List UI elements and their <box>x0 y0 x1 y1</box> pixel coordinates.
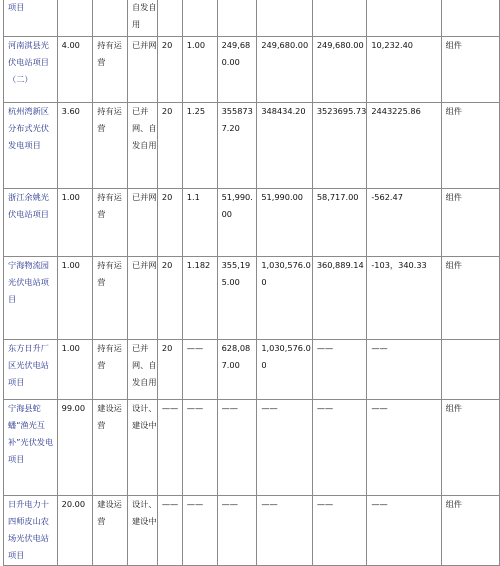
note-cell: 组件 <box>441 103 499 189</box>
status-cell: 持有运营 <box>93 257 128 340</box>
note-cell: 组件 <box>441 496 499 566</box>
amount-cell-3: 360,889.14 <box>312 257 367 340</box>
amount-cell-1: 51,990.00 <box>217 189 257 257</box>
years-cell: —— <box>157 496 182 566</box>
note-cell <box>441 340 499 400</box>
amount-cell-1: 355,195.00 <box>217 257 257 340</box>
table-row <box>4 37 500 103</box>
amount-cell-1: —— <box>217 496 257 566</box>
amount-cell-2: 249,680.00 <box>257 37 313 103</box>
status-cell: 建设运营 <box>93 496 128 566</box>
table-row <box>4 400 500 496</box>
amount-cell-4 <box>367 0 441 37</box>
capacity-cell: 3.60 <box>57 103 93 189</box>
status-cell: 持有运营 <box>93 340 128 400</box>
grid-mode-cell: 已并网 <box>127 37 157 103</box>
amount-cell-1: —— <box>217 400 257 496</box>
amount-cell-2: 1,030,576.00 <box>257 340 313 400</box>
project-name-cell: 日升电力十四师皮山农场光伏电站项目 <box>4 496 58 566</box>
grid-mode-cell: 已并网 <box>127 257 157 340</box>
status-cell: 持有运营 <box>93 189 128 257</box>
grid-mode-cell: 已并网、自发自用 <box>127 340 157 400</box>
price-cell: —— <box>182 400 217 496</box>
grid-mode-cell: 设计、建设中 <box>127 400 157 496</box>
amount-cell-2: 1,030,576.00 <box>257 257 313 340</box>
price-cell: —— <box>182 496 217 566</box>
years-cell: —— <box>157 400 182 496</box>
project-table <box>3 0 500 566</box>
price-cell: —— <box>182 340 217 400</box>
grid-mode-cell: 已并网 <box>127 189 157 257</box>
years-cell: 20 <box>157 340 182 400</box>
note-cell: 组件 <box>441 37 499 103</box>
price-cell: 1.1 <box>182 189 217 257</box>
price-cell: 1.25 <box>182 103 217 189</box>
table-row <box>4 189 500 257</box>
status-cell: 建设运营 <box>93 400 128 496</box>
note-cell <box>441 0 499 37</box>
project-name-cell: 河南淇县光伏电站项目（二） <box>4 37 58 103</box>
amount-cell-3: 249,680.00 <box>312 37 367 103</box>
grid-mode-cell: 自发自用 <box>127 0 157 37</box>
table-row <box>4 0 500 37</box>
table-row <box>4 496 500 566</box>
years-cell <box>157 0 182 37</box>
amount-cell-4: —— <box>367 340 441 400</box>
note-cell: 组件 <box>441 400 499 496</box>
grid-mode-cell: 设计、建设中 <box>127 496 157 566</box>
amount-cell-2: 51,990.00 <box>257 189 313 257</box>
amount-cell-2 <box>257 0 313 37</box>
table-body <box>4 0 500 566</box>
note-cell: 组件 <box>441 189 499 257</box>
capacity-cell <box>57 0 93 37</box>
amount-cell-4: 10,232.40 <box>367 37 441 103</box>
years-cell: 20 <box>157 257 182 340</box>
status-cell <box>93 0 128 37</box>
price-cell: 1.00 <box>182 37 217 103</box>
amount-cell-1 <box>217 0 257 37</box>
amount-cell-3: 3523695.73 <box>312 103 367 189</box>
status-cell: 持有运营 <box>93 37 128 103</box>
grid-mode-cell: 已并网、自发自用 <box>127 103 157 189</box>
amount-cell-4: —— <box>367 400 441 496</box>
years-cell: 20 <box>157 37 182 103</box>
amount-cell-4: 2443225.86 <box>367 103 441 189</box>
amount-cell-1: 628,087.00 <box>217 340 257 400</box>
capacity-cell: 1.00 <box>57 340 93 400</box>
amount-cell-2: —— <box>257 400 313 496</box>
amount-cell-3: —— <box>312 496 367 566</box>
capacity-cell: 4.00 <box>57 37 93 103</box>
years-cell: 20 <box>157 189 182 257</box>
amount-cell-3: —— <box>312 340 367 400</box>
project-name-cell: 浙江余姚光伏电站项目 <box>4 189 58 257</box>
amount-cell-4: —— <box>367 496 441 566</box>
table-row <box>4 257 500 340</box>
amount-cell-4: -562.47 <box>367 189 441 257</box>
project-name-cell: 宁海县蛇蟠“渔光互补”光伏发电项目 <box>4 400 58 496</box>
price-cell: 1.182 <box>182 257 217 340</box>
amount-cell-1: 249,680.00 <box>217 37 257 103</box>
amount-cell-3: —— <box>312 400 367 496</box>
project-name-cell: 杭州湾新区分布式光伏发电项目 <box>4 103 58 189</box>
project-name-cell: 项目 <box>4 0 58 37</box>
amount-cell-2: —— <box>257 496 313 566</box>
capacity-cell: 99.00 <box>57 400 93 496</box>
project-name-cell: 东方日升厂区光伏电站项目 <box>4 340 58 400</box>
table-row <box>4 103 500 189</box>
note-cell: 组件 <box>441 257 499 340</box>
capacity-cell: 1.00 <box>57 257 93 340</box>
capacity-cell: 20.00 <box>57 496 93 566</box>
amount-cell-2: 348434.20 <box>257 103 313 189</box>
project-name-cell: 宁海物流园光伏电站项目 <box>4 257 58 340</box>
status-cell: 持有运营 <box>93 103 128 189</box>
amount-cell-3 <box>312 0 367 37</box>
capacity-cell: 1.00 <box>57 189 93 257</box>
amount-cell-1: 3558737.20 <box>217 103 257 189</box>
years-cell: 20 <box>157 103 182 189</box>
amount-cell-3: 58,717.00 <box>312 189 367 257</box>
amount-cell-4: -103，340.33 <box>367 257 441 340</box>
price-cell <box>182 0 217 37</box>
table-row <box>4 340 500 400</box>
